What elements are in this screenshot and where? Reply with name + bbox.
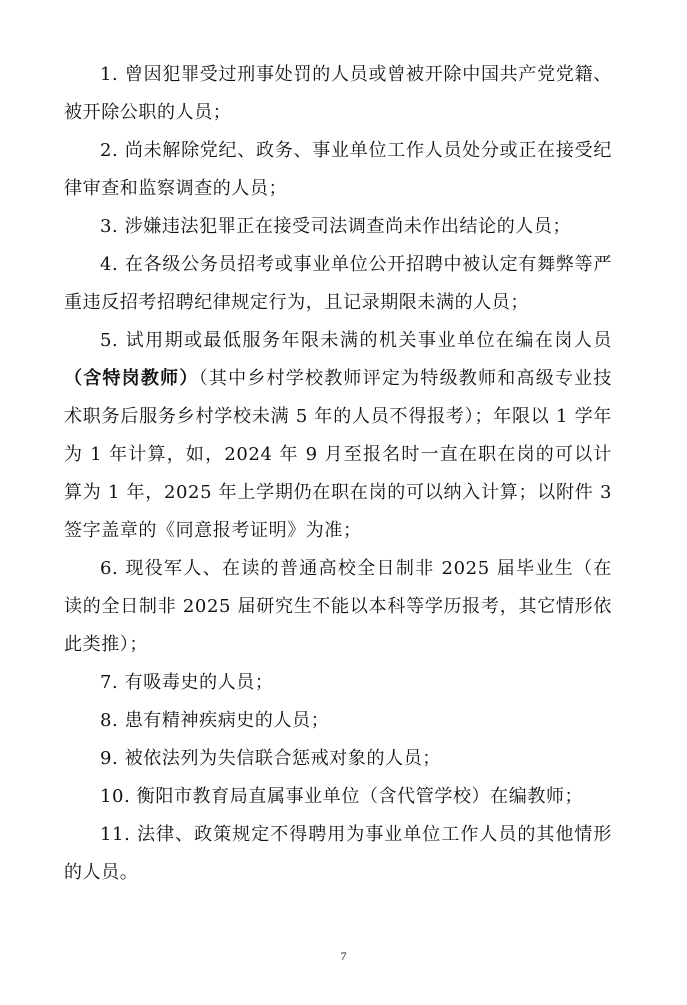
list-item-5-text-before: 5. 试用期或最低服务年限未满的机关事业单位在编在岗人员 [100, 330, 612, 351]
list-item-8-text: 8. 患有精神疾病史的人员； [100, 710, 330, 731]
list-item-5 [64, 322, 612, 550]
list-item-4-text: 4. 在各级公务员招考或事业单位公开招聘中被认定有舞弊等严重违反招考招聘纪律规定行为，且记录期限未满的人员； [64, 254, 612, 313]
list-item-5-text-after: （其中乡村学校教师评定为特级教师和高级专业技术职务后服务乡村学校未满 5 年的人员不得报考）；年限以 1 学年为 1 年计算，如，2024 年 9 月至报名时一直在职在岗的可以计算为 1 年，2025 年上学期仍在职在岗的可以纳入计算；以附件 3 签字盖章的《同意报考证明》为准； [64, 368, 613, 541]
list-item-6-text: 6. 现役军人、在读的普通高校全日制非 2025 届毕业生（在读的全日制非 2025 届研究生不能以本科等学历报考，其它情形依此类推）； [64, 558, 612, 655]
list-item-3-text: 3. 涉嫌违法犯罪正在接受司法调查尚未作出结论的人员； [100, 216, 572, 237]
list-item-11-text: 11. 法律、政策规定不得聘用为事业单位工作人员的其他情形的人员。 [64, 824, 612, 883]
list-item-6 [64, 550, 612, 664]
list-item-10-text: 10. 衡阳市教育局直属事业单位（含代管学校）在编教师； [100, 786, 584, 807]
list-item-2-text: 2. 尚未解除党纪、政务、事业单位工作人员处分或正在接受纪律审查和监察调查的人员； [64, 140, 612, 199]
list-item-1 [64, 56, 612, 132]
list-item-7 [64, 664, 612, 702]
document-body [64, 56, 612, 892]
list-item-10 [64, 778, 612, 816]
list-item-3 [64, 208, 612, 246]
list-item-9 [64, 740, 612, 778]
list-item-9-text: 9. 被依法列为失信联合惩戒对象的人员； [100, 748, 441, 769]
list-item-8 [64, 702, 612, 740]
list-item-7-text: 7. 有吸毒史的人员； [100, 672, 274, 693]
list-item-2 [64, 132, 612, 208]
list-item-11 [64, 816, 612, 892]
list-item-1-text: 1. 曾因犯罪受过刑事处罚的人员或曾被开除中国共产党党籍、被开除公职的人员； [64, 64, 612, 123]
page-number: 7 [340, 949, 347, 963]
list-item-4 [64, 246, 612, 322]
list-item-5-bold-note: （含特岗教师） [64, 368, 199, 389]
